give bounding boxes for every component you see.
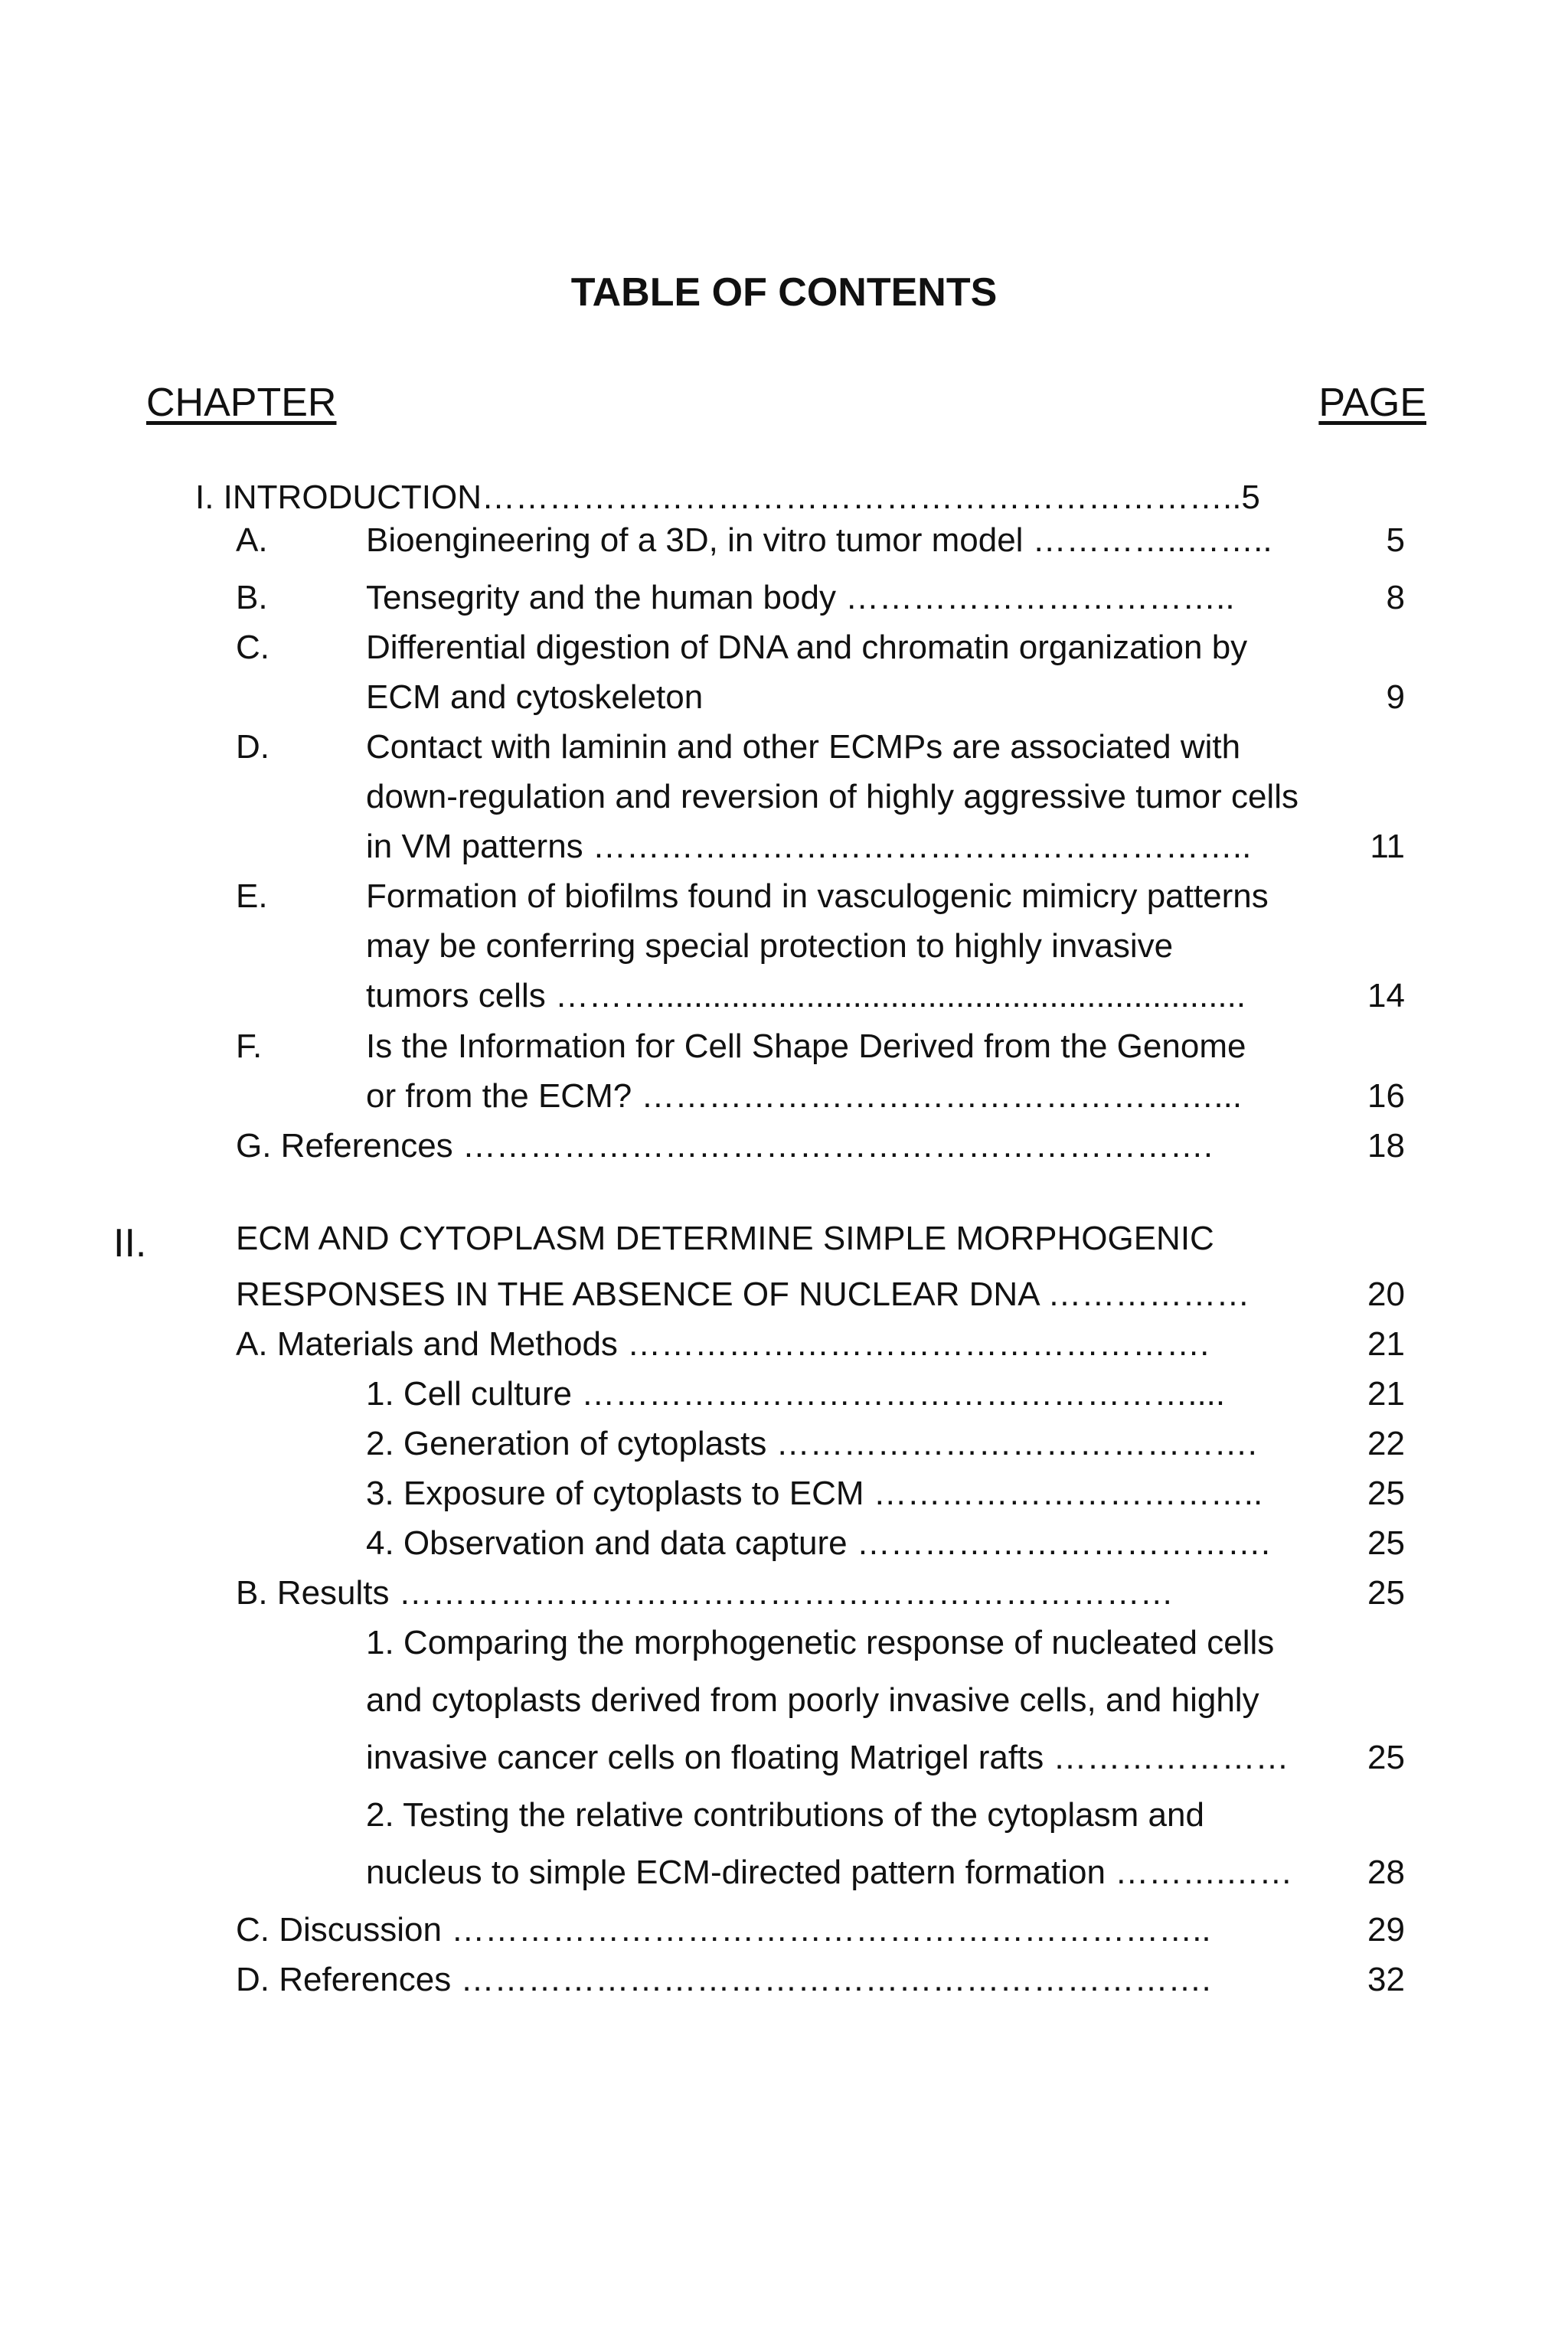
toc-entry-text: Contact with laminin and other ECMPs are associated with: [366, 728, 1241, 766]
toc-entry-text: Bioengineering of a 3D, in vitro tumor model …………..……..: [366, 521, 1272, 559]
toc-entry-text: in VM patterns …………………………………………………..: [366, 828, 1252, 865]
toc-entry-page: 21: [1367, 1375, 1405, 1413]
chapter-2-heading: ECM AND CYTOPLASM DETERMINE SIMPLE MORPHOGENIC: [236, 1220, 1214, 1257]
toc-entry-page: 8: [1386, 579, 1405, 616]
chapter-column-header: CHAPTER: [146, 381, 337, 425]
toc-entry-text: D. References ………………………………………………………….: [236, 1961, 1211, 1998]
toc-entry-text: 2. Generation of cytoplasts …………………………………….: [366, 1425, 1257, 1462]
toc-entry-letter: B.: [236, 579, 268, 616]
toc-entry-letter: E.: [236, 877, 268, 915]
toc-entry-text: 1. Cell culture ………………………………………………....: [366, 1375, 1226, 1413]
toc-entry-letter: A.: [236, 521, 268, 559]
toc-entry-text: 4. Observation and data capture ……………………………….: [366, 1524, 1271, 1562]
toc-entry-text: invasive cancer cells on floating Matrigel rafts …………………: [366, 1739, 1289, 1776]
toc-entry-page: 25: [1367, 1739, 1405, 1776]
chapter-2-numeral: II.: [113, 1221, 147, 1266]
toc-entry-page: 9: [1386, 678, 1405, 716]
toc-entry-page: 29: [1367, 1911, 1405, 1949]
page-title: TABLE OF CONTENTS: [570, 270, 998, 315]
toc-entry-text: B. Results ……………………………………………………………: [236, 1574, 1174, 1612]
toc-entry-text: Differential digestion of DNA and chromatin organization by: [366, 629, 1248, 666]
toc-entry-text: nucleus to simple ECM-directed pattern formation ……….……: [366, 1854, 1293, 1891]
toc-entry-page: 11: [1370, 828, 1405, 865]
toc-entry-text: G. References ………………………………………………………….: [236, 1127, 1214, 1165]
toc-entry-text: C. Discussion …………………………………………………………..: [236, 1911, 1211, 1949]
toc-entry-text: Formation of biofilms found in vasculogenic mimicry patterns: [366, 877, 1269, 915]
toc-entry-page: 22: [1367, 1425, 1405, 1462]
toc-entry-text: Is the Information for Cell Shape Derived from the Genome: [366, 1027, 1246, 1065]
toc-entry-letter: D.: [236, 728, 270, 766]
toc-entry-text: 3. Exposure of cytoplasts to ECM ……………………………..: [366, 1475, 1263, 1512]
toc-entry-page: 14: [1367, 977, 1405, 1014]
toc-entry-page: 25: [1367, 1475, 1405, 1512]
toc-entry-text: and cytoplasts derived from poorly invasive cells, and highly: [366, 1681, 1259, 1719]
toc-entry-page: 28: [1367, 1854, 1405, 1891]
toc-entry-text: ECM and cytoskeleton: [366, 678, 704, 716]
page-column-header: PAGE: [1318, 381, 1426, 425]
toc-entry-text: may be conferring special protection to highly invasive: [366, 927, 1174, 965]
toc-entry-page: 25: [1367, 1574, 1405, 1612]
toc-entry-letter: C.: [236, 629, 270, 666]
toc-entry-page: 5: [1386, 521, 1405, 559]
toc-entry-text: or from the ECM? ……………………………………………...: [366, 1077, 1243, 1115]
toc-entry-page: 20: [1367, 1276, 1405, 1313]
toc-entry-page: 18: [1367, 1127, 1405, 1165]
chapter-2-heading: RESPONSES IN THE ABSENCE OF NUCLEAR DNA ………………: [236, 1276, 1250, 1313]
toc-entry-page: 32: [1367, 1961, 1405, 1998]
toc-entry-page: 16: [1367, 1077, 1405, 1115]
toc-entry-letter: F.: [236, 1027, 263, 1065]
toc-entry-page: 21: [1367, 1325, 1405, 1363]
toc-entry-text: 2. Testing the relative contributions of the cytoplasm and: [366, 1796, 1204, 1834]
toc-entry-text: tumors cells ………...............................................................: [366, 977, 1246, 1014]
chapter-1-heading: I. INTRODUCTION…………………………………………………………..5: [195, 479, 1260, 516]
toc-entry-text: Tensegrity and the human body ……………………………..: [366, 579, 1235, 616]
toc-entry-page: 25: [1367, 1524, 1405, 1562]
toc-entry-text: down-regulation and reversion of highly aggressive tumor cells: [366, 778, 1298, 815]
toc-entry-text: A. Materials and Methods …………………………………………….: [236, 1325, 1210, 1363]
toc-entry-text: 1. Comparing the morphogenetic response of nucleated cells: [366, 1624, 1275, 1661]
